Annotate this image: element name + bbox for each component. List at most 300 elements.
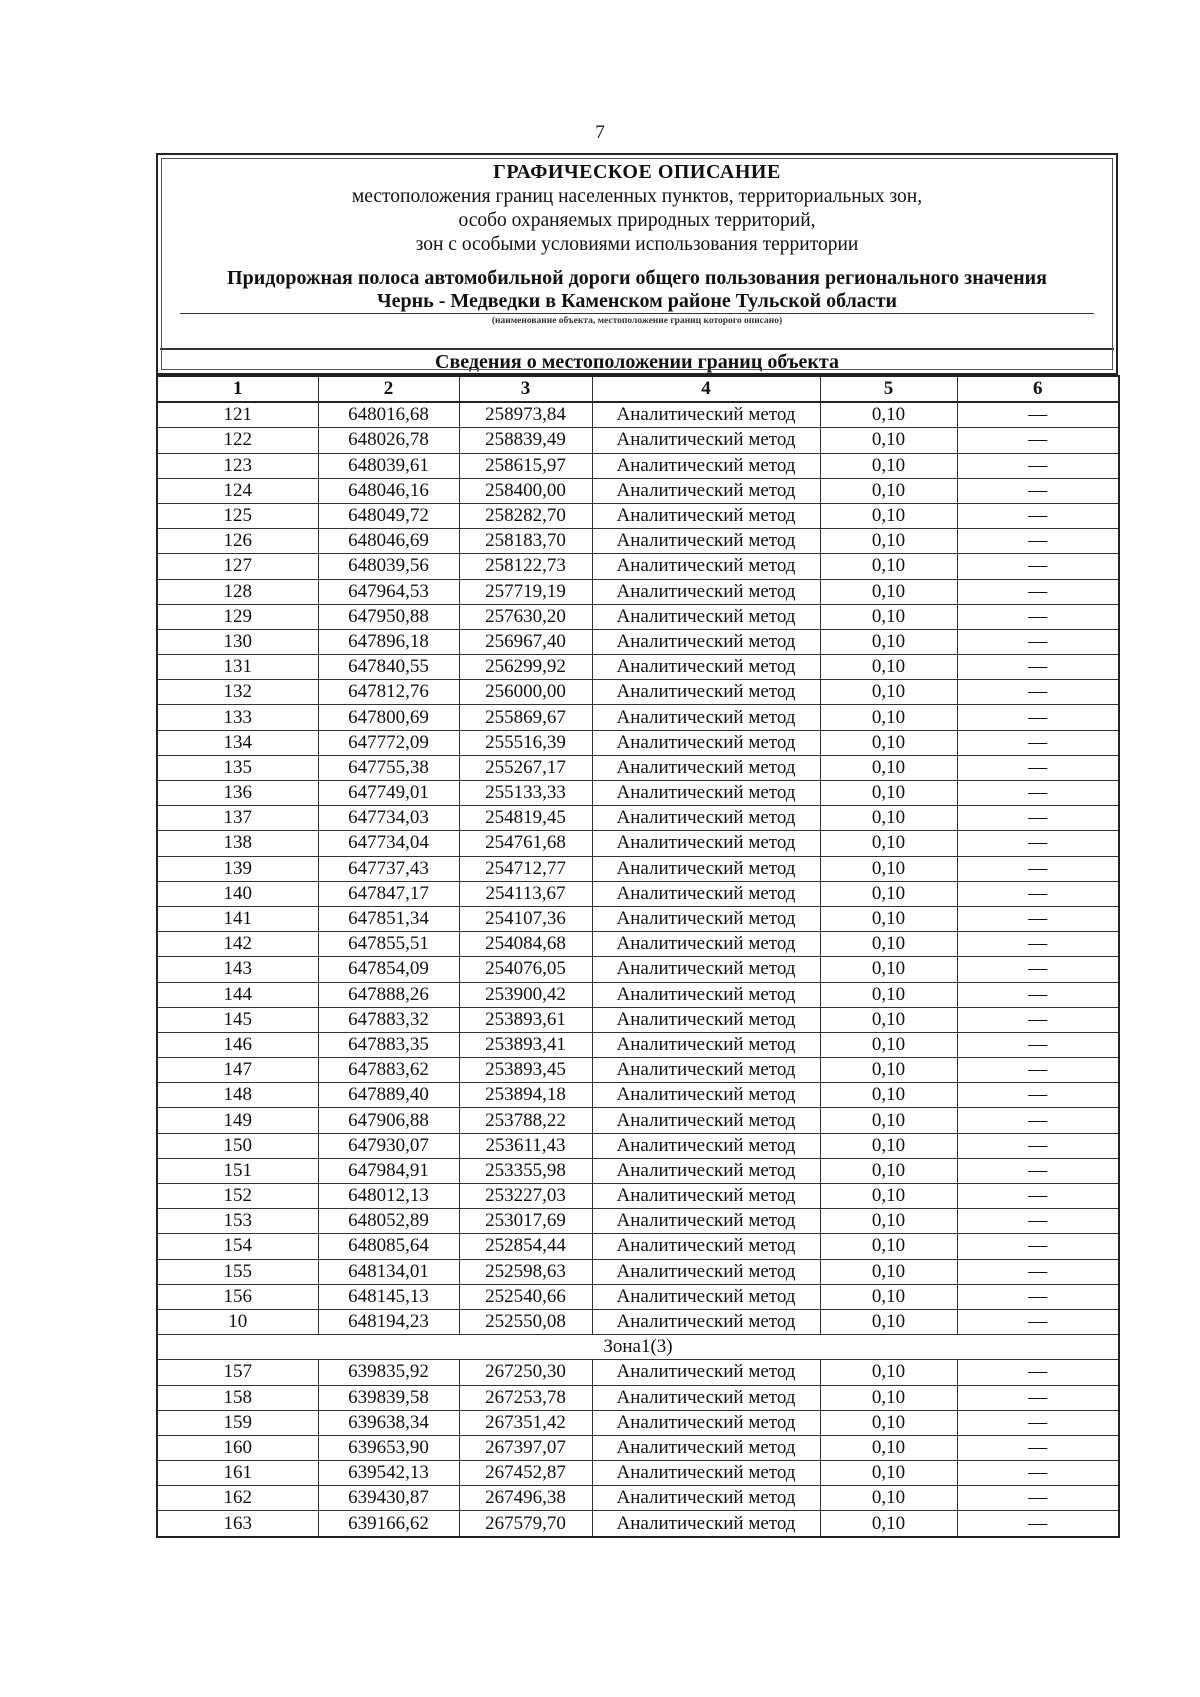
accuracy: 0,10 — [820, 1058, 957, 1083]
point-number: 144 — [157, 982, 318, 1007]
determination-method: Аналитический метод — [592, 1410, 820, 1435]
determination-method: Аналитический метод — [592, 629, 820, 654]
accuracy: 0,10 — [820, 957, 957, 982]
coordinate-x: 647772,09 — [318, 730, 459, 755]
coordinate-y: 253893,61 — [459, 1007, 592, 1032]
coordinate-y: 256299,92 — [459, 655, 592, 680]
determination-method: Аналитический метод — [592, 554, 820, 579]
point-number: 163 — [157, 1511, 318, 1537]
coordinate-y: 267579,70 — [459, 1511, 592, 1537]
point-number: 121 — [157, 402, 318, 428]
coordinate-y: 253893,41 — [459, 1032, 592, 1057]
coordinate-x: 647883,62 — [318, 1058, 459, 1083]
point-number: 148 — [157, 1083, 318, 1108]
determination-method: Аналитический метод — [592, 1158, 820, 1183]
coordinate-y: 258973,84 — [459, 402, 592, 428]
determination-method: Аналитический метод — [592, 856, 820, 881]
accuracy: 0,10 — [820, 680, 957, 705]
determination-method: Аналитический метод — [592, 1309, 820, 1334]
column-header: 2 — [318, 376, 459, 402]
zone-table-body — [157, 1360, 1119, 1537]
description: — — [957, 1435, 1119, 1460]
coordinate-y: 253893,45 — [459, 1058, 592, 1083]
coordinate-y: 267351,42 — [459, 1410, 592, 1435]
point-number: 147 — [157, 1058, 318, 1083]
determination-method: Аналитический метод — [592, 1184, 820, 1209]
description: — — [957, 831, 1119, 856]
coordinate-y: 253227,03 — [459, 1184, 592, 1209]
description: — — [957, 1234, 1119, 1259]
coordinate-x: 648026,78 — [318, 428, 459, 453]
description: — — [957, 982, 1119, 1007]
object-caption: (наименование объекта, местоположение границ которого описано) — [491, 316, 783, 326]
coordinate-y: 267253,78 — [459, 1385, 592, 1410]
coordinate-y: 254107,36 — [459, 906, 592, 931]
coordinate-x: 639638,34 — [318, 1410, 459, 1435]
description: — — [957, 1486, 1119, 1511]
section-divider — [160, 348, 1114, 350]
coordinate-y: 258615,97 — [459, 453, 592, 478]
accuracy: 0,10 — [820, 730, 957, 755]
table-row — [157, 1032, 1119, 1057]
description: — — [957, 1410, 1119, 1435]
accuracy: 0,10 — [820, 1435, 957, 1460]
determination-method: Аналитический метод — [592, 1083, 820, 1108]
description: — — [957, 1158, 1119, 1183]
coordinate-y: 254084,68 — [459, 932, 592, 957]
table-row — [157, 982, 1119, 1007]
accuracy: 0,10 — [820, 1234, 957, 1259]
description: — — [957, 402, 1119, 428]
table-row — [157, 1435, 1119, 1460]
point-number: 132 — [157, 680, 318, 705]
table-row — [157, 529, 1119, 554]
coordinate-x: 639839,58 — [318, 1385, 459, 1410]
coordinate-y: 253611,43 — [459, 1133, 592, 1158]
coordinate-y: 253355,98 — [459, 1158, 592, 1183]
description: — — [957, 705, 1119, 730]
coordinate-x: 647734,04 — [318, 831, 459, 856]
point-number: 151 — [157, 1158, 318, 1183]
coordinate-y: 252598,63 — [459, 1259, 592, 1284]
point-number: 124 — [157, 478, 318, 503]
coordinate-y: 252854,44 — [459, 1234, 592, 1259]
accuracy: 0,10 — [820, 453, 957, 478]
determination-method: Аналитический метод — [592, 1058, 820, 1083]
coordinate-x: 648194,23 — [318, 1309, 459, 1334]
point-number: 160 — [157, 1435, 318, 1460]
document-header — [156, 153, 1118, 375]
description: — — [957, 629, 1119, 654]
table-row — [157, 680, 1119, 705]
determination-method: Аналитический метод — [592, 1032, 820, 1057]
accuracy: 0,10 — [820, 604, 957, 629]
accuracy: 0,10 — [820, 1184, 957, 1209]
determination-method: Аналитический метод — [592, 579, 820, 604]
description: — — [957, 1385, 1119, 1410]
description: — — [957, 881, 1119, 906]
determination-method: Аналитический метод — [592, 906, 820, 931]
description: — — [957, 453, 1119, 478]
description: — — [957, 680, 1119, 705]
description: — — [957, 655, 1119, 680]
description: — — [957, 554, 1119, 579]
point-number: 154 — [157, 1234, 318, 1259]
determination-method: Аналитический метод — [592, 1461, 820, 1486]
zone-row — [157, 1335, 1119, 1360]
description: — — [957, 906, 1119, 931]
coordinate-x: 639166,62 — [318, 1511, 459, 1537]
coordinate-x: 648134,01 — [318, 1259, 459, 1284]
accuracy: 0,10 — [820, 705, 957, 730]
coordinate-x: 648052,89 — [318, 1209, 459, 1234]
column-header: 1 — [157, 376, 318, 402]
coordinate-y: 256967,40 — [459, 629, 592, 654]
determination-method: Аналитический метод — [592, 1284, 820, 1309]
accuracy: 0,10 — [820, 428, 957, 453]
coordinate-x: 647883,32 — [318, 1007, 459, 1032]
description: — — [957, 932, 1119, 957]
coordinate-y: 267397,07 — [459, 1435, 592, 1460]
table-row — [157, 1309, 1119, 1334]
point-number: 122 — [157, 428, 318, 453]
coordinate-x: 647906,88 — [318, 1108, 459, 1133]
determination-method: Аналитический метод — [592, 881, 820, 906]
determination-method: Аналитический метод — [592, 1511, 820, 1537]
table-row — [157, 831, 1119, 856]
coordinate-x: 647800,69 — [318, 705, 459, 730]
accuracy: 0,10 — [820, 629, 957, 654]
accuracy: 0,10 — [820, 881, 957, 906]
description: — — [957, 806, 1119, 831]
coordinate-y: 258282,70 — [459, 503, 592, 528]
coordinate-x: 647883,35 — [318, 1032, 459, 1057]
coordinate-x: 648012,13 — [318, 1184, 459, 1209]
determination-method: Аналитический метод — [592, 655, 820, 680]
point-number: 146 — [157, 1032, 318, 1057]
accuracy: 0,10 — [820, 1032, 957, 1057]
table-row — [157, 932, 1119, 957]
point-number: 131 — [157, 655, 318, 680]
determination-method: Аналитический метод — [592, 1133, 820, 1158]
accuracy: 0,10 — [820, 856, 957, 881]
coordinate-y: 255133,33 — [459, 781, 592, 806]
table-row — [157, 1284, 1119, 1309]
coordinate-y: 254819,45 — [459, 806, 592, 831]
point-number: 137 — [157, 806, 318, 831]
coordinate-x: 647749,01 — [318, 781, 459, 806]
coordinate-y: 258122,73 — [459, 554, 592, 579]
point-number: 156 — [157, 1284, 318, 1309]
coordinate-x: 647851,34 — [318, 906, 459, 931]
coordinate-x: 647855,51 — [318, 932, 459, 957]
table-row — [157, 881, 1119, 906]
coordinate-y: 258400,00 — [459, 478, 592, 503]
point-number: 159 — [157, 1410, 318, 1435]
page-number: 7 — [595, 122, 605, 143]
determination-method: Аналитический метод — [592, 957, 820, 982]
description: — — [957, 1209, 1119, 1234]
coordinate-y: 267496,38 — [459, 1486, 592, 1511]
coordinate-x: 647964,53 — [318, 579, 459, 604]
description: — — [957, 428, 1119, 453]
description: — — [957, 1058, 1119, 1083]
determination-method: Аналитический метод — [592, 705, 820, 730]
coordinate-x: 639430,87 — [318, 1486, 459, 1511]
coordinate-x: 647950,88 — [318, 604, 459, 629]
subtitle-line: особо охраняемых природных территорий, — [458, 210, 816, 231]
description: — — [957, 1083, 1119, 1108]
accuracy: 0,10 — [820, 579, 957, 604]
coordinate-x: 647889,40 — [318, 1083, 459, 1108]
coordinate-y: 256000,00 — [459, 680, 592, 705]
accuracy: 0,10 — [820, 1486, 957, 1511]
table-row — [157, 554, 1119, 579]
table-row — [157, 1083, 1119, 1108]
object-underline — [180, 313, 1094, 314]
table-row — [157, 781, 1119, 806]
determination-method: Аналитический метод — [592, 453, 820, 478]
coordinate-y: 257719,19 — [459, 579, 592, 604]
accuracy: 0,10 — [820, 1385, 957, 1410]
description: — — [957, 529, 1119, 554]
determination-method: Аналитический метод — [592, 982, 820, 1007]
determination-method: Аналитический метод — [592, 503, 820, 528]
coordinate-x: 647755,38 — [318, 755, 459, 780]
determination-method: Аналитический метод — [592, 604, 820, 629]
determination-method: Аналитический метод — [592, 1234, 820, 1259]
accuracy: 0,10 — [820, 655, 957, 680]
table-row — [157, 730, 1119, 755]
accuracy: 0,10 — [820, 1133, 957, 1158]
table-row — [157, 1133, 1119, 1158]
determination-method: Аналитический метод — [592, 680, 820, 705]
accuracy: 0,10 — [820, 906, 957, 931]
coordinate-y: 255267,17 — [459, 755, 592, 780]
point-number: 158 — [157, 1385, 318, 1410]
point-number: 157 — [157, 1360, 318, 1385]
description: — — [957, 604, 1119, 629]
column-header: 3 — [459, 376, 592, 402]
table-row — [157, 604, 1119, 629]
accuracy: 0,10 — [820, 1511, 957, 1537]
accuracy: 0,10 — [820, 1309, 957, 1334]
determination-method: Аналитический метод — [592, 1385, 820, 1410]
determination-method: Аналитический метод — [592, 1360, 820, 1385]
point-number: 145 — [157, 1007, 318, 1032]
coordinate-y: 258183,70 — [459, 529, 592, 554]
coordinate-y: 253788,22 — [459, 1108, 592, 1133]
description: — — [957, 1184, 1119, 1209]
description: — — [957, 1108, 1119, 1133]
description: — — [957, 1032, 1119, 1057]
point-number: 138 — [157, 831, 318, 856]
coordinate-x: 647888,26 — [318, 982, 459, 1007]
accuracy: 0,10 — [820, 1108, 957, 1133]
coordinate-y: 255516,39 — [459, 730, 592, 755]
description: — — [957, 730, 1119, 755]
accuracy: 0,10 — [820, 932, 957, 957]
coordinate-x: 647812,76 — [318, 680, 459, 705]
table-row — [157, 1360, 1119, 1385]
accuracy: 0,10 — [820, 1360, 957, 1385]
table-row — [157, 1007, 1119, 1032]
accuracy: 0,10 — [820, 1284, 957, 1309]
determination-method: Аналитический метод — [592, 1259, 820, 1284]
point-number: 140 — [157, 881, 318, 906]
coordinate-y: 254113,67 — [459, 881, 592, 906]
coordinate-x: 647854,09 — [318, 957, 459, 982]
table-row — [157, 906, 1119, 931]
table-row — [157, 478, 1119, 503]
table-row — [157, 1184, 1119, 1209]
point-number: 123 — [157, 453, 318, 478]
table-row — [157, 1410, 1119, 1435]
coordinate-x: 648046,16 — [318, 478, 459, 503]
accuracy: 0,10 — [820, 478, 957, 503]
description: — — [957, 755, 1119, 780]
coordinate-x: 647840,55 — [318, 655, 459, 680]
accuracy: 0,10 — [820, 554, 957, 579]
table-row — [157, 579, 1119, 604]
table-row — [157, 856, 1119, 881]
coordinate-x: 647930,07 — [318, 1133, 459, 1158]
table-row — [157, 1209, 1119, 1234]
description: — — [957, 1133, 1119, 1158]
point-number: 133 — [157, 705, 318, 730]
point-number: 128 — [157, 579, 318, 604]
subtitle-line: местоположения границ населенных пунктов, территориальных зон, — [351, 186, 923, 207]
point-number: 10 — [157, 1309, 318, 1334]
determination-method: Аналитический метод — [592, 932, 820, 957]
point-number: 126 — [157, 529, 318, 554]
description: — — [957, 1309, 1119, 1334]
description: — — [957, 957, 1119, 982]
coordinate-y: 253900,42 — [459, 982, 592, 1007]
determination-method: Аналитический метод — [592, 529, 820, 554]
determination-method: Аналитический метод — [592, 428, 820, 453]
coordinate-y: 254076,05 — [459, 957, 592, 982]
coordinate-y: 258839,49 — [459, 428, 592, 453]
point-number: 130 — [157, 629, 318, 654]
description: — — [957, 1360, 1119, 1385]
table-row — [157, 705, 1119, 730]
description: — — [957, 1461, 1119, 1486]
point-number: 161 — [157, 1461, 318, 1486]
table-row — [157, 1486, 1119, 1511]
point-number: 135 — [157, 755, 318, 780]
determination-method: Аналитический метод — [592, 831, 820, 856]
table-row — [157, 1058, 1119, 1083]
coordinate-x: 639653,90 — [318, 1435, 459, 1460]
table-row — [157, 629, 1119, 654]
accuracy: 0,10 — [820, 402, 957, 428]
coordinate-x: 648085,64 — [318, 1234, 459, 1259]
table-header-row — [157, 376, 1119, 402]
point-number: 155 — [157, 1259, 318, 1284]
point-number: 152 — [157, 1184, 318, 1209]
table-row — [157, 1461, 1119, 1486]
description: — — [957, 1284, 1119, 1309]
table-row — [157, 1259, 1119, 1284]
description: — — [957, 579, 1119, 604]
table-row — [157, 1108, 1119, 1133]
point-number: 136 — [157, 781, 318, 806]
point-number: 141 — [157, 906, 318, 931]
determination-method: Аналитический метод — [592, 730, 820, 755]
coordinate-y: 257630,20 — [459, 604, 592, 629]
coordinate-x: 648016,68 — [318, 402, 459, 428]
point-number: 149 — [157, 1108, 318, 1133]
coordinates-table — [156, 375, 1120, 1538]
accuracy: 0,10 — [820, 755, 957, 780]
coordinate-x: 647896,18 — [318, 629, 459, 654]
table-row — [157, 957, 1119, 982]
description: — — [957, 1259, 1119, 1284]
coordinate-x: 647984,91 — [318, 1158, 459, 1183]
table-row — [157, 503, 1119, 528]
coordinate-y: 252540,66 — [459, 1284, 592, 1309]
coordinate-x: 648049,72 — [318, 503, 459, 528]
coordinate-x: 647737,43 — [318, 856, 459, 881]
table-row — [157, 402, 1119, 428]
point-number: 143 — [157, 957, 318, 982]
table-row — [157, 1158, 1119, 1183]
determination-method: Аналитический метод — [592, 478, 820, 503]
subtitle-line: зон с особыми условиями использования территории — [415, 234, 859, 255]
table-row — [157, 1234, 1119, 1259]
accuracy: 0,10 — [820, 503, 957, 528]
table-row — [157, 1385, 1119, 1410]
accuracy: 0,10 — [820, 1259, 957, 1284]
coordinate-x: 647734,03 — [318, 806, 459, 831]
determination-method: Аналитический метод — [592, 1108, 820, 1133]
table-row — [157, 428, 1119, 453]
document-title: ГРАФИЧЕСКОЕ ОПИСАНИЕ — [493, 161, 781, 183]
point-number: 129 — [157, 604, 318, 629]
point-number: 142 — [157, 932, 318, 957]
description: — — [957, 503, 1119, 528]
determination-method: Аналитический метод — [592, 781, 820, 806]
accuracy: 0,10 — [820, 831, 957, 856]
description: — — [957, 781, 1119, 806]
accuracy: 0,10 — [820, 982, 957, 1007]
determination-method: Аналитический метод — [592, 1209, 820, 1234]
accuracy: 0,10 — [820, 1461, 957, 1486]
accuracy: 0,10 — [820, 1158, 957, 1183]
coordinate-y: 267250,30 — [459, 1360, 592, 1385]
determination-method: Аналитический метод — [592, 755, 820, 780]
object-name-line: Чернь - Медведки в Каменском районе Тульской области — [376, 290, 898, 312]
coordinate-x: 639835,92 — [318, 1360, 459, 1385]
point-number: 162 — [157, 1486, 318, 1511]
coordinate-y: 254712,77 — [459, 856, 592, 881]
table-row — [157, 655, 1119, 680]
zone-label: Зона1(3) — [157, 1335, 1119, 1360]
table-row — [157, 755, 1119, 780]
coordinate-y: 253894,18 — [459, 1083, 592, 1108]
point-number: 125 — [157, 503, 318, 528]
table-row — [157, 453, 1119, 478]
point-number: 150 — [157, 1133, 318, 1158]
column-header: 5 — [820, 376, 957, 402]
description: — — [957, 856, 1119, 881]
coordinate-x: 648039,61 — [318, 453, 459, 478]
point-number: 139 — [157, 856, 318, 881]
description: — — [957, 1007, 1119, 1032]
coordinate-y: 253017,69 — [459, 1209, 592, 1234]
coordinate-x: 639542,13 — [318, 1461, 459, 1486]
